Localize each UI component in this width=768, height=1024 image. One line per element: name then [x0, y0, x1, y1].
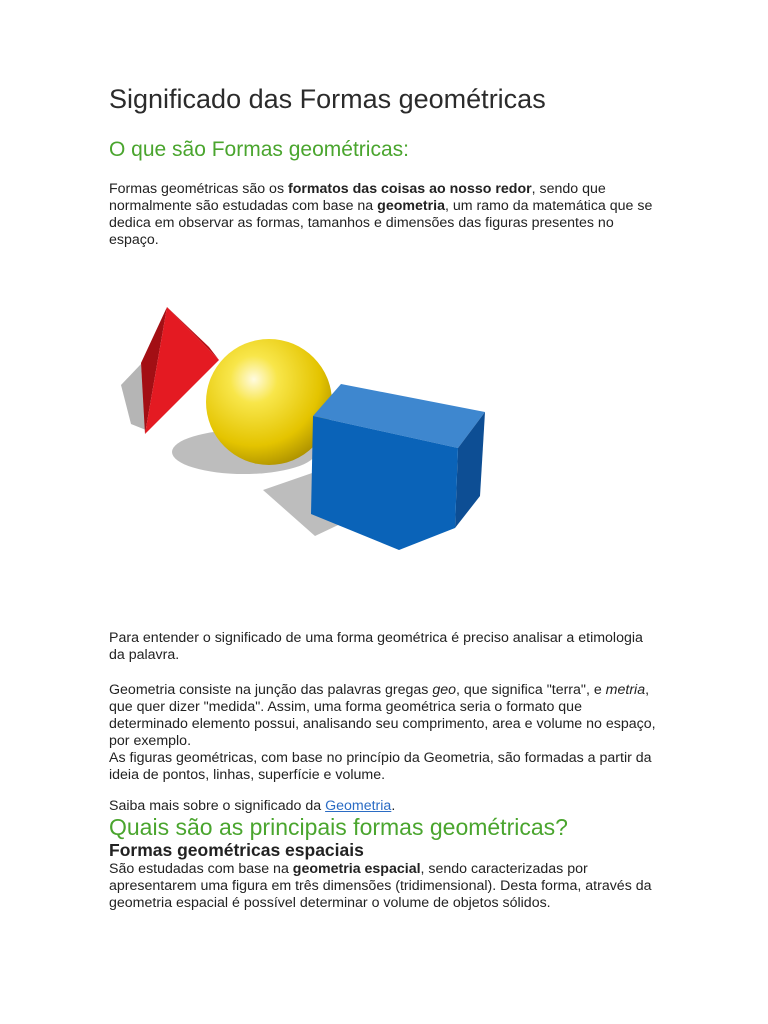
text: , um ramo da matemática que se dedica em observar as formas, tamanhos e dimensões das figuras presentes no espaço. [109, 198, 653, 248]
italic-text: metria [605, 682, 646, 698]
text: , sendo que normalmente são estudadas com base na [109, 181, 606, 214]
text: , que significa "terra", e [456, 682, 606, 698]
geometria-link[interactable]: Geometria [325, 798, 392, 814]
text: Formas geométricas são os [109, 181, 288, 197]
intro-paragraph [109, 181, 659, 249]
bold-text: geometria [377, 198, 445, 214]
bold-text: formatos das coisas ao nosso redor [288, 181, 532, 197]
geometric-shapes-image [109, 252, 495, 614]
italic-text: geo [432, 682, 457, 698]
text: As figuras geométricas, com base no princípio da Geometria, são formadas a partir da ideia de pontos, linhas, superfície e volume. [109, 750, 652, 783]
text: , que quer dizer "medida". Assim, uma forma geométrica seria o formato que determinado elemento possui, analisando seu comprimento, area e volume no espaço, por exemplo. [109, 682, 656, 749]
subsection-heading-spatial: Formas geométricas espaciais [109, 840, 364, 860]
spatial-paragraph [109, 861, 659, 912]
text: , sendo caracterizadas por apresentarem uma figura em três dimensões (tridimensional). Desta forma, através da geometria espacial é possível determinar o volume de objetos sólidos. [109, 861, 652, 911]
geometry-paragraph [109, 682, 659, 784]
shapes-illustration [109, 252, 495, 614]
text: Geometria consiste na junção das palavras gregas [109, 682, 433, 698]
text: São estudadas com base na [109, 861, 293, 877]
section-heading-which: Quais são as principais formas geométricas? [109, 814, 568, 840]
text: . [391, 798, 396, 814]
text: Saiba mais sobre o significado da [109, 798, 326, 814]
etymology-paragraph: Para entender o significado de uma forma geométrica é preciso analisar a etimologia da palavra. [109, 630, 643, 663]
page-title: Significado das Formas geométricas [109, 84, 546, 114]
bold-text: geometria espacial [292, 861, 421, 877]
section-heading-what: O que são Formas geométricas: [109, 138, 409, 161]
more-info-paragraph [109, 798, 659, 815]
